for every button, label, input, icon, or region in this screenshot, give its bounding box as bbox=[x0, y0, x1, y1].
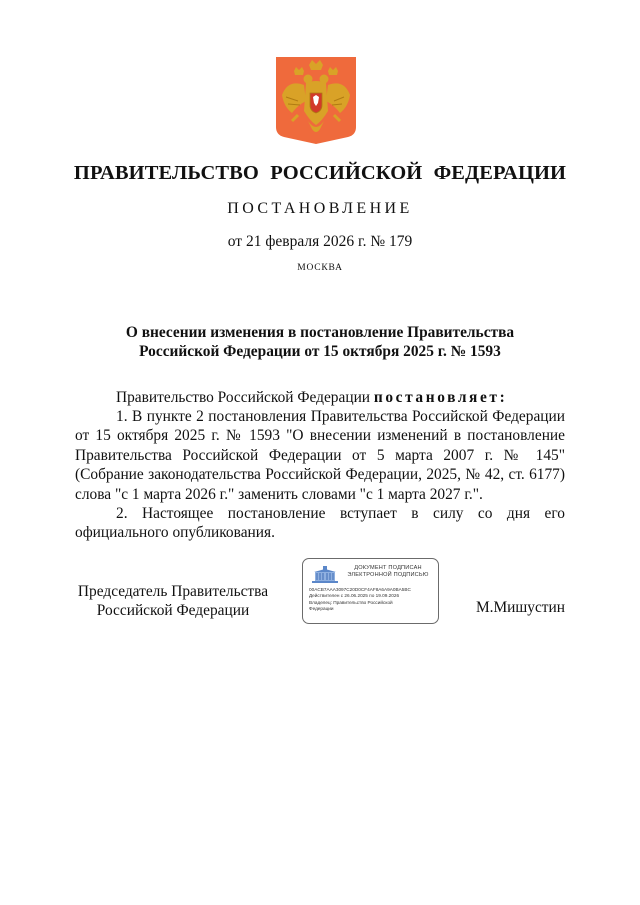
document-date-number: от 21 февраля 2026 г. № 179 bbox=[227, 233, 413, 250]
signatory-name: М.Мишустин bbox=[475, 599, 565, 616]
enacting-text: Правительство Российской Федерации bbox=[116, 389, 374, 406]
paragraph-1: 1. В пункте 2 постановления Правительства Российской Федерации от 15 октября 2025 г. № 1593 "О внесении изменений в постановление Правительства Российской Федерации от 5 марта 2007 г. № 145" (Собрание законодательства Российской Федерации, 2025, № 42, ст. 6177) слова "с 1 марта 2026 г." заменить словами "с 1 марта 2027 г.". bbox=[75, 408, 565, 503]
stamp-validity: Действителен с 26.06.2025 по 19.09.2026 bbox=[309, 593, 400, 599]
stamp-heading-line-1: ДОКУМЕНТ ПОДПИСАН bbox=[354, 565, 422, 571]
document-city: МОСКВА bbox=[297, 263, 343, 273]
signatory-title-line-1: Председатель Правительства bbox=[77, 583, 269, 600]
stamp-certificate-info bbox=[309, 587, 437, 613]
document-type: ПОСТАНОВЛЕНИЕ bbox=[227, 200, 413, 217]
subject-line-2: Российской Федерации от 15 октября 2025 г. № 1593 bbox=[139, 343, 501, 360]
coat-of-arms-icon bbox=[274, 55, 358, 145]
government-building-icon bbox=[310, 565, 340, 583]
enacting-verb: постановляет: bbox=[373, 389, 508, 406]
signatory-title-line-2: Российской Федерации bbox=[96, 602, 250, 619]
enacting-clause bbox=[116, 388, 507, 407]
document-body bbox=[75, 407, 565, 543]
electronic-signature-stamp bbox=[302, 558, 439, 624]
signatory-title bbox=[75, 582, 271, 620]
subject-line-1: О внесении изменения в постановление Правительства bbox=[125, 324, 515, 341]
paragraph-2: 2. Настоящее постановление вступает в силу со дня его официального опубликования. bbox=[75, 505, 565, 542]
stamp-heading-line-2: ЭЛЕКТРОННОЙ ПОДПИСЬЮ bbox=[347, 572, 429, 579]
government-title: ПРАВИТЕЛЬСТВО РОССИЙСКОЙ ФЕДЕРАЦИИ bbox=[73, 162, 567, 184]
stamp-owner-line-1: Владелец: Правительство Российской bbox=[309, 599, 393, 605]
stamp-heading bbox=[341, 565, 435, 580]
stamp-owner-line-2: Федерации bbox=[309, 606, 334, 612]
stamp-certificate-number: 00ACB7AAA3097C20D0CF4AF8A6A9A0BA5BC bbox=[309, 587, 411, 592]
document-subject bbox=[75, 323, 565, 361]
